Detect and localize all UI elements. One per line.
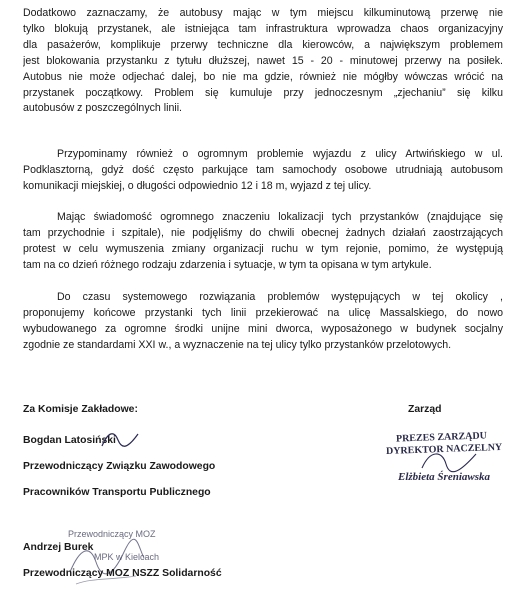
paragraph-line: Autobus nie może odjechać dalej, bo nie ma gdzie, również nie mógłby wówczas wrócić na	[23, 70, 503, 83]
paragraph-line: Mając świadomość ogromnego znaczeniu lokalizacji tych przystanków (znajdujące się	[57, 211, 503, 223]
paragraph-line: tylko blokują przystanek, ale istniejąca tam infrastruktura wprowadza chaos organizacyjny	[23, 22, 503, 35]
paragraph-line: tam przychodnie i szpitale), nie podjęliśmy do chwili obecnej żadnych działań zaostrzających	[23, 226, 503, 239]
paragraph-4	[23, 290, 503, 354]
stamp-prezes-zarzadu: PREZES ZARZĄDU	[395, 430, 488, 445]
stamp-elzbieta-sreniawska: Elżbieta Śreniawska	[398, 471, 490, 483]
paragraph-line: Podklasztorną, gdyż dość często parkujące tam samochody osobowe utrudniają autobusom	[23, 163, 503, 176]
stamp-moz-line-1: Przewodniczący MOZ	[68, 529, 156, 539]
paragraph-line: proponujemy końcowe przystanki tych linii przekierować na ulicę Massalskiego, do nowo	[23, 306, 503, 319]
left-signatory-role-1b: Pracowników Transportu Publicznego	[23, 487, 211, 498]
paragraph-1	[23, 6, 503, 117]
left-signatory-role-1a: Przewodniczący Związku Zawodowego	[23, 461, 216, 472]
paragraph-line: tam na co dzień różnego rodzaju zdarzenia i sytuacje, w tym ta opisana w tym artykule.	[23, 258, 432, 271]
paragraph-line: wybudowanego za ogromne środki unijne mini dworca, wyposażonego w budynek socjalny	[23, 322, 503, 335]
paragraph-line: komunikacji miejskiej, o długości odpowiednio 12 i 18 m, wyjazd z tej ulicy.	[23, 179, 372, 192]
right-signatory-heading: Zarząd	[408, 404, 442, 415]
stamp-moz-line-2: MPK w Kielcach	[94, 552, 160, 562]
handwritten-signature-1	[100, 428, 140, 450]
paragraph-line: jest blokowania przystanku z tytułu dłuższej, nawet 15 - 20 - minutowej przerwy na posiłek.	[23, 54, 503, 67]
paragraph-line: Przypominamy również o ogromnym problemie wyjazdu z ulicy Artwińskiego w ul.	[57, 148, 503, 160]
paragraph-line: przystanek początkowy. Problem się kumuluje przy jednoczesnym „zjechaniu” się kilku	[23, 86, 503, 99]
paragraph-line: protest w celu wymuszenia zmiany organizacji ruchu w tym rejonie, pomimo, że występują	[23, 242, 503, 255]
paragraph-2	[23, 147, 503, 195]
left-signatory-name-2: Andrzej Burek	[23, 542, 94, 553]
paragraph-3	[23, 210, 503, 274]
paragraph-line: dla pasażerów, komplikuje przerwy techniczne dla kierowców, a największym problemem	[23, 38, 503, 51]
paragraph-line: zgodnie ze standardami XXI w., a wyznaczenie na tej ulicy tylko przystanków przelotowych.	[23, 338, 452, 351]
left-signatory-heading: Za Komisje Zakładowe:	[23, 404, 138, 415]
stamp-dyrektor-naczelny: DYREKTOR NACZELNY	[385, 441, 503, 458]
left-signatory-role-2: Przewodniczący MOZ NSZZ Solidarność	[23, 568, 222, 579]
paragraph-line: Dodatkowo zaznaczamy, że autobusy mając w tym miejscu kilkuminutową przerwę nie	[23, 7, 503, 19]
paragraph-line: Do czasu systemowego rozwiązania problemów występujących w tej okolicy ,	[57, 291, 503, 303]
paragraph-line: autobusów z poszczególnych linii.	[23, 102, 182, 115]
left-signatory-name-1: Bogdan Latosiński	[23, 435, 116, 446]
